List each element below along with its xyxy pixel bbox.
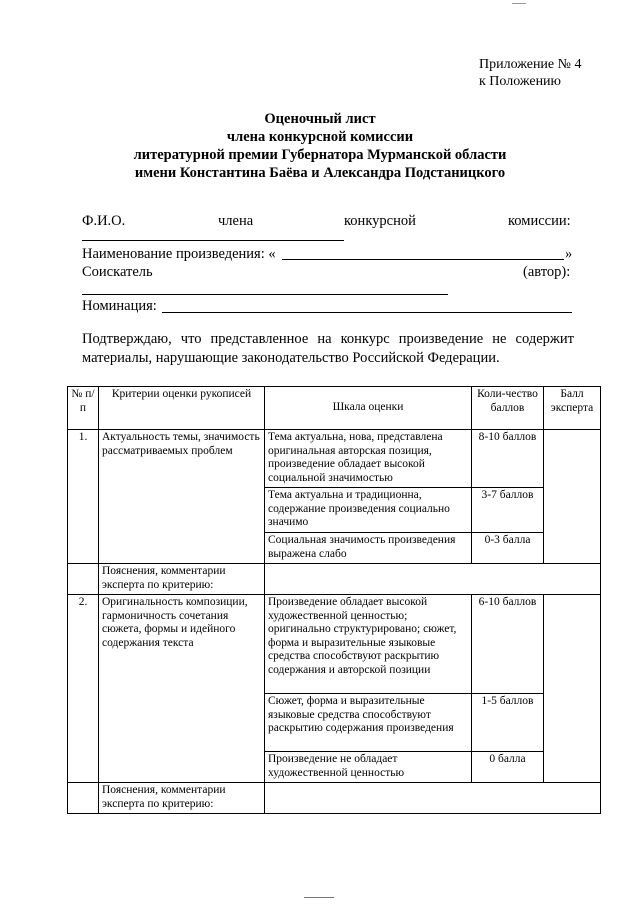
level-desc: Сюжет, форма и выразительные языковые средства способствуют раскрытию содержания произведения	[265, 694, 472, 752]
table-header-row	[68, 387, 601, 430]
confirmation-text: Подтверждаю, что представленное на конкурс произведение не содержит материалы, нарушающие законодательство Российской Федерации.	[82, 331, 574, 366]
fio-word-member: члена	[218, 213, 254, 229]
criterion-num: 2.	[68, 595, 99, 783]
level-desc: Произведение не обладает художественной ценностью	[265, 752, 472, 783]
page-footer-mark	[304, 897, 334, 898]
header-num: № п/п	[68, 387, 99, 430]
fio-word-competition: конкурсной	[344, 213, 416, 229]
applicant-suffix: (автор):	[523, 264, 571, 280]
appendix-line1: Приложение № 4	[479, 57, 582, 72]
level-desc: Тема актуальна, нова, представлена оригинальная авторская позиция, произведение обладает высокой социальной значимостью	[265, 430, 472, 488]
title-line3: литературной премии Губернатора Мурманской области	[133, 147, 507, 163]
header-scale: Шкала оценки	[265, 387, 472, 430]
comment-cell[interactable]	[265, 564, 601, 595]
comment-label: Пояснения, комментарии эксперта по критерию:	[99, 783, 265, 814]
header-points: Коли-чество баллов	[472, 387, 544, 430]
title-line2: члена конкурсной комиссии	[226, 129, 414, 145]
fio-word-commission: комиссии:	[508, 213, 571, 229]
appendix-line2: к Положению	[479, 74, 562, 89]
work-label: Наименование произведения: «	[82, 246, 276, 262]
nomination-blank-line[interactable]	[162, 312, 572, 313]
criterion-num: 1.	[68, 430, 99, 564]
level-points: 0 балла	[472, 752, 544, 783]
criterion-name: Актуальность темы, значимость рассматриваемых проблем	[99, 430, 265, 564]
level-desc: Произведение обладает высокой художественной ценностью; оригинально структурировано; сюжет, форма и выразительные языковые средства способствуют раскрытию содержания и авторской позиции	[265, 595, 472, 694]
level-points: 3-7 баллов	[472, 488, 544, 533]
level-points: 6-10 баллов	[472, 595, 544, 694]
scan-mark	[512, 3, 526, 4]
applicant-label: Соискатель	[82, 264, 153, 280]
level-points: 0-3 балла	[472, 533, 544, 564]
fio-label: Ф.И.О.	[82, 213, 126, 229]
level-points: 8-10 баллов	[472, 430, 544, 488]
comment-cell[interactable]	[265, 783, 601, 814]
title-line4: имени Константина Баёва и Александра Подстаницкого	[134, 165, 506, 181]
criterion-name: Оригинальность композиции, гармоничность сочетания сюжета, формы и идейного содержания текста	[99, 595, 265, 783]
header-criteria: Критерии оценки рукописей	[99, 387, 265, 430]
table-row	[68, 783, 601, 814]
header-expert: Балл эксперта	[544, 387, 601, 430]
table-row	[68, 595, 601, 694]
title-line1: Оценочный лист	[264, 111, 376, 127]
level-desc: Социальная значимость произведения выражена слабо	[265, 533, 472, 564]
nomination-label: Номинация:	[82, 298, 157, 314]
work-title-blank[interactable]	[282, 259, 564, 260]
fio-blank-line[interactable]	[82, 240, 344, 241]
expert-score-cell[interactable]	[544, 595, 601, 783]
document-title	[0, 110, 640, 182]
level-desc: Тема актуальна и традиционна, содержание произведения социально значимо	[265, 488, 472, 533]
evaluation-table	[67, 386, 601, 814]
applicant-blank-line[interactable]	[82, 294, 448, 295]
expert-score-cell[interactable]	[544, 430, 601, 564]
comment-label: Пояснения, комментарии эксперта по критерию:	[99, 564, 265, 595]
table-row	[68, 564, 601, 595]
work-close-quote: »	[565, 246, 573, 262]
appendix-note	[479, 56, 582, 90]
table-row	[68, 430, 601, 488]
level-points: 1-5 баллов	[472, 694, 544, 752]
